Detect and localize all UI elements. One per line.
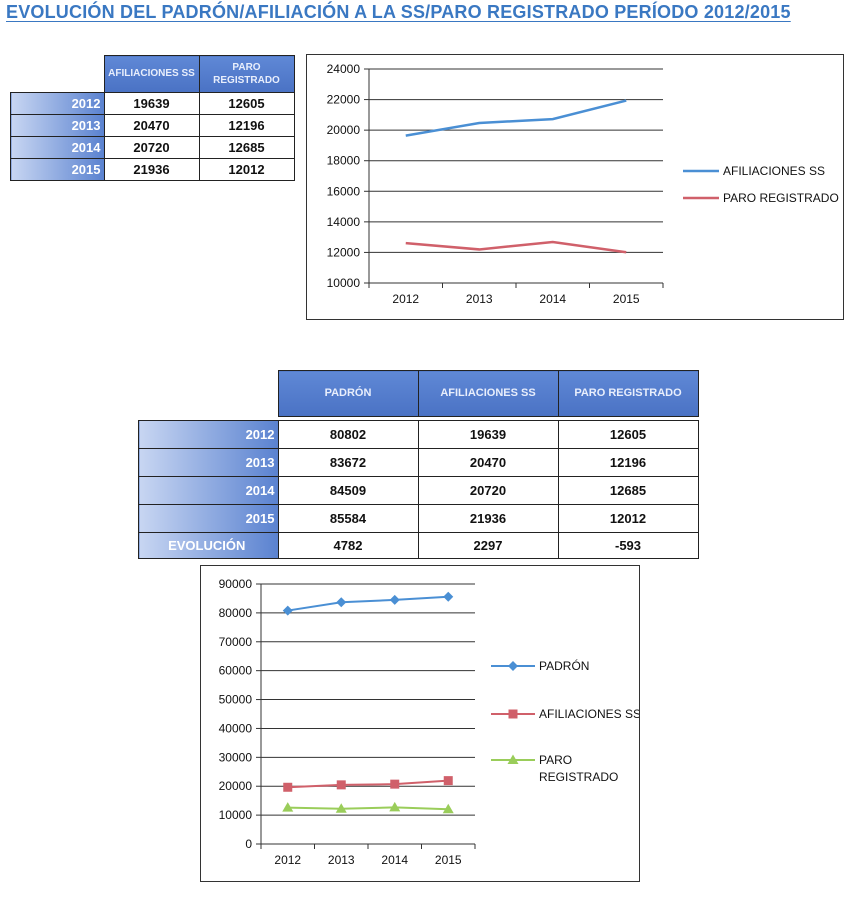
x-tick-label: 2013 [465,292,493,306]
y-tick-label: 30000 [218,750,252,765]
legend-label-afiliaciones-ss: AFILIACIONES SS [539,707,639,721]
table-row [11,136,295,158]
row-year: 2014 [11,136,105,158]
series-line-padr-n [288,597,449,611]
table-2-header-padron: PADRÓN [278,371,418,417]
cell-paro: 12196 [558,449,698,477]
table-2-header-row [139,371,699,417]
y-tick-label: 90000 [218,577,252,591]
x-tick-label: 2014 [539,292,567,306]
data-point-padr-n [283,606,293,616]
row-year: 2014 [139,477,279,505]
cell-paro: 12605 [199,92,294,114]
legend-label-afiliaciones-ss: AFILIACIONES SS [723,164,826,178]
y-tick-label: 70000 [218,634,252,649]
table-2-corner [139,371,279,417]
legend-label-paro-registrado: PARO REGISTRADO [539,753,619,784]
legend-marker-afiliaciones-ss [509,710,518,719]
table-row [139,477,699,505]
cell-paro: 12196 [199,114,294,136]
table-2-header-afiliaciones: AFILIACIONES SS [418,371,558,417]
data-point-afiliaciones-ss [444,776,453,785]
table-1-header-row [11,56,295,93]
cell-padron: 83672 [278,449,418,477]
table-row [139,505,699,533]
cell-afiliaciones: 21936 [104,158,199,180]
row-year: 2015 [11,158,105,180]
cell-afiliaciones: 19639 [418,421,558,449]
page-title: EVOLUCIÓN DEL PADRÓN/AFILIACIÓN A LA SS/PARO REGISTRADO PERÍODO 2012/2015 [6,2,791,22]
y-tick-label: 60000 [218,663,252,678]
legend-marker-padr-n [508,661,518,671]
data-point-padr-n [336,597,346,607]
data-point-afiliaciones-ss [337,780,346,789]
x-tick-label: 2015 [434,853,462,867]
legend-label-padr-n: PADRÓN [539,659,590,673]
cell-padron: 85584 [278,505,418,533]
row-year: 2012 [139,421,279,449]
cell-padron: 84509 [278,477,418,505]
cell-paro: 12012 [558,505,698,533]
table-2 [138,370,699,559]
table-1-header-afiliaciones: AFILIACIONES SS [104,56,199,93]
x-tick-label: 2012 [274,853,302,867]
row-year: 2015 [139,505,279,533]
chart-2-frame [200,565,640,882]
y-tick-label: 14000 [326,214,360,229]
row-year: 2013 [139,449,279,477]
table-1-corner [11,56,105,93]
row-year: 2012 [11,92,105,114]
y-tick-label: 12000 [326,245,360,260]
y-tick-label: 20000 [326,123,360,138]
x-tick-label: 2014 [381,853,409,867]
cell-evolution-padron: 4782 [278,533,418,559]
chart-1 [307,55,843,319]
cell-padron: 80802 [278,421,418,449]
y-tick-label: 10000 [218,808,252,823]
y-tick-label: 0 [245,837,252,851]
series-line-paro-registrado [406,242,627,252]
y-tick-label: 22000 [326,92,360,107]
data-point-padr-n [390,595,400,605]
cell-afiliaciones: 20720 [418,477,558,505]
y-tick-label: 18000 [326,153,360,168]
y-tick-label: 20000 [218,779,252,794]
y-tick-label: 40000 [218,721,252,736]
y-tick-label: 24000 [326,62,360,76]
x-tick-label: 2015 [612,292,640,306]
table-row [11,158,295,180]
series-line-paro-registrado [288,807,449,809]
cell-paro: 12605 [558,421,698,449]
data-point-afiliaciones-ss [390,780,399,789]
cell-evolution-afiliaciones: 2297 [418,533,558,559]
y-tick-label: 80000 [218,605,252,620]
table-1-header-paro: PARO REGISTRADO [199,56,294,93]
cell-paro: 12012 [199,158,294,180]
chart-1-frame [306,54,844,320]
y-tick-label: 10000 [326,276,360,290]
data-point-padr-n [443,592,453,602]
table-2-header-paro: PARO REGISTRADO [558,371,698,417]
table-row [139,421,699,449]
table-1 [10,55,295,181]
cell-afiliaciones: 20720 [104,136,199,158]
x-tick-label: 2013 [327,853,355,867]
evolution-label: EVOLUCIÓN [139,533,279,559]
table-row [139,449,699,477]
x-tick-label: 2012 [392,292,420,306]
cell-paro: 12685 [199,136,294,158]
row-year: 2013 [11,114,105,136]
cell-afiliaciones: 19639 [104,92,199,114]
y-tick-label: 50000 [218,692,252,707]
cell-evolution-paro: -593 [558,533,698,559]
chart-2 [201,566,639,881]
table-row-evolution [139,533,699,559]
cell-afiliaciones: 21936 [418,505,558,533]
legend-label-paro-registrado: PARO REGISTRADO [723,191,839,205]
table-row [11,114,295,136]
y-tick-label: 16000 [326,184,360,199]
table-row [11,92,295,114]
data-point-afiliaciones-ss [283,783,292,792]
cell-afiliaciones: 20470 [418,449,558,477]
cell-paro: 12685 [558,477,698,505]
cell-afiliaciones: 20470 [104,114,199,136]
